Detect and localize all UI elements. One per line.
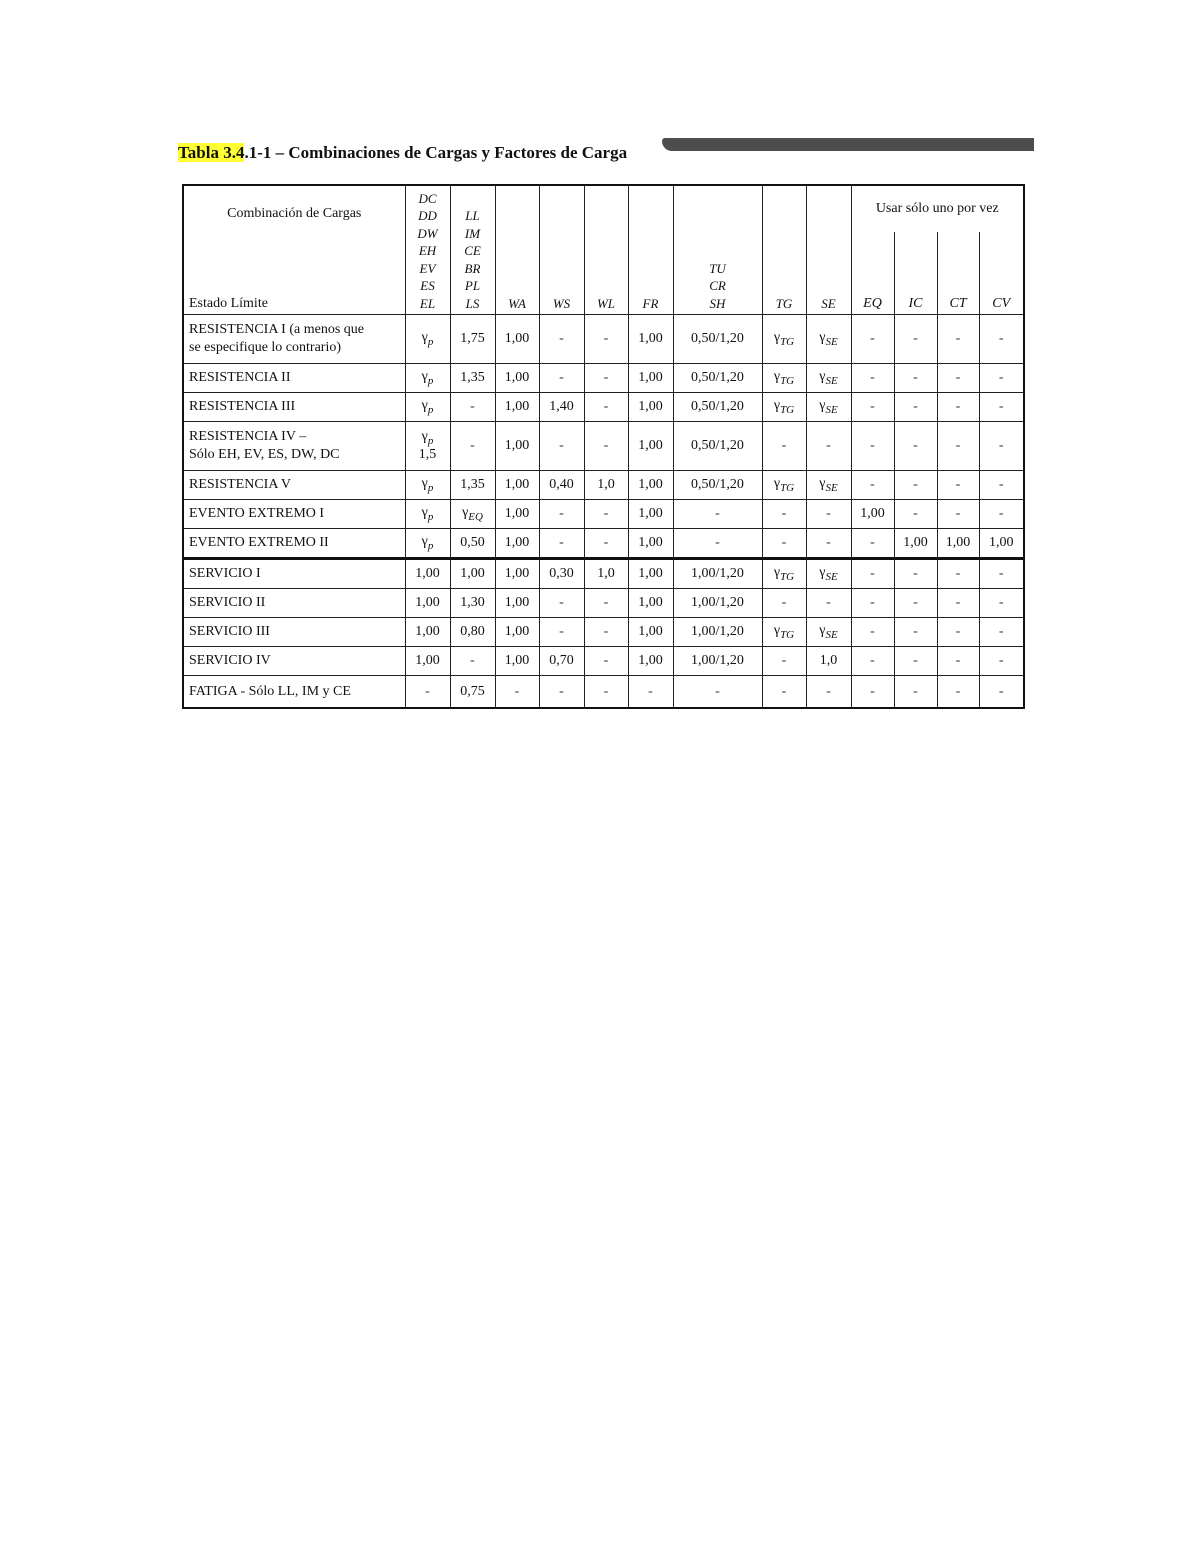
header-ll-4: PL: [464, 278, 481, 293]
table-row: [183, 315, 1024, 364]
cell-tu: 0,50/1,20: [673, 364, 762, 393]
cell-ic: 1,00: [894, 529, 937, 559]
cell-eq: -: [851, 315, 894, 364]
cell-ct: -: [937, 471, 979, 500]
cell-wa: 1,00: [495, 315, 539, 364]
header-ll-1: IM: [464, 225, 481, 241]
cell-wl: -: [584, 315, 628, 364]
cell-ws: -: [539, 618, 584, 647]
cell-fr: 1,00: [628, 315, 673, 364]
table-row: [183, 500, 1024, 529]
cell-tg: -: [762, 500, 806, 529]
cell-cv: -: [979, 315, 1024, 364]
cell-tg: -: [762, 647, 806, 676]
cell-cv: -: [979, 364, 1024, 393]
cell-wl: -: [584, 500, 628, 529]
table-body: [183, 315, 1024, 709]
state-line: EVENTO EXTREMO II: [189, 535, 329, 550]
cell-se: -: [806, 422, 851, 471]
header-dc-6: EL: [419, 295, 436, 311]
header-cv: CV: [979, 232, 1024, 315]
cell-tu: -: [673, 500, 762, 529]
cell-ct: -: [937, 589, 979, 618]
state-cell: [183, 422, 405, 471]
header-tu-0: TU: [709, 260, 726, 276]
cell-wl: -: [584, 393, 628, 422]
cell-ll: $\gamma_{EQ}$: [450, 500, 495, 529]
cell-ic: -: [894, 676, 937, 709]
cell-dc-line: 1,5: [418, 446, 437, 462]
cell-eq: -: [851, 529, 894, 559]
cell-tu: 0,50/1,20: [673, 422, 762, 471]
state-cell: [183, 618, 405, 647]
cell-dc: 1,00: [405, 618, 450, 647]
header-ws: WS: [539, 185, 584, 315]
cell-ll: 0,50: [450, 529, 495, 559]
table-row: [183, 393, 1024, 422]
header-fr: FR: [628, 185, 673, 315]
cell-cv: -: [979, 471, 1024, 500]
cell-wl: -: [584, 589, 628, 618]
cell-wl: -: [584, 647, 628, 676]
cell-fr: -: [628, 676, 673, 709]
cell-ct: -: [937, 559, 979, 589]
header-eq: EQ: [851, 232, 894, 315]
header-tu-1: CR: [709, 278, 726, 293]
state-line: SERVICIO II: [189, 595, 266, 610]
cell-fr: 1,00: [628, 529, 673, 559]
state-line: Sólo EH, EV, ES, DW, DC: [189, 447, 340, 462]
cell-ic: -: [894, 618, 937, 647]
cell-ll: 0,80: [450, 618, 495, 647]
cell-tg: $\gamma_{TG}$: [762, 618, 806, 647]
header-dc-5: ES: [420, 278, 435, 293]
cell-ct: 1,00: [937, 529, 979, 559]
cell-cv: -: [979, 559, 1024, 589]
header-dc-1: DD: [418, 208, 437, 223]
cell-dc-line: $\gamma_p$: [421, 429, 434, 447]
state-cell: [183, 529, 405, 559]
table-row: [183, 676, 1024, 709]
cell-tg: $\gamma_{TG}$: [762, 471, 806, 500]
cell-ll: 0,75: [450, 676, 495, 709]
cell-se: $\gamma_{SE}$: [806, 393, 851, 422]
table-row: [183, 559, 1024, 589]
state-cell: [183, 676, 405, 709]
state-line: RESISTENCIA I (a menos que: [189, 322, 364, 337]
header-ll-5: LS: [465, 295, 480, 311]
cell-fr: 1,00: [628, 589, 673, 618]
header-dc: [405, 185, 450, 315]
cell-wa: 1,00: [495, 618, 539, 647]
header-tg: TG: [762, 185, 806, 315]
header-combination-cell: [183, 185, 405, 315]
state-line: SERVICIO III: [189, 624, 270, 639]
cell-fr: 1,00: [628, 422, 673, 471]
state-line: EVENTO EXTREMO I: [189, 506, 325, 521]
cell-ll: 1,75: [450, 315, 495, 364]
cell-fr: 1,00: [628, 559, 673, 589]
cell-se: $\gamma_{SE}$: [806, 559, 851, 589]
header-combinacion: Combinación de Cargas: [227, 206, 362, 221]
cell-cv: -: [979, 647, 1024, 676]
header-ll-3: BR: [464, 260, 481, 276]
cell-eq: -: [851, 559, 894, 589]
cell-eq: -: [851, 618, 894, 647]
cell-cv: 1,00: [979, 529, 1024, 559]
header-se: SE: [806, 185, 851, 315]
load-combinations-table: [182, 184, 1025, 709]
cell-cv: -: [979, 500, 1024, 529]
cell-tu: 1,00/1,20: [673, 589, 762, 618]
state-line: FATIGA - Sólo LL, IM y CE: [189, 683, 351, 699]
cell-ws: -: [539, 500, 584, 529]
cell-wa: 1,00: [495, 589, 539, 618]
cell-dc: [405, 422, 450, 471]
cell-ll: -: [450, 422, 495, 471]
cell-wl: 1,0: [584, 471, 628, 500]
cell-dc: 1,00: [405, 589, 450, 618]
state-line: se especifique lo contrario): [189, 340, 341, 355]
cell-fr: 1,00: [628, 618, 673, 647]
cell-ll: -: [450, 393, 495, 422]
cell-dc: $\gamma_p$: [405, 529, 450, 559]
cell-fr: 1,00: [628, 471, 673, 500]
cell-ws: -: [539, 315, 584, 364]
cell-ct: -: [937, 618, 979, 647]
cell-eq: -: [851, 364, 894, 393]
cell-ct: -: [937, 315, 979, 364]
cell-dc: $\gamma_p$: [405, 471, 450, 500]
cell-tu: -: [673, 529, 762, 559]
cell-tu: 1,00/1,20: [673, 559, 762, 589]
state-cell: [183, 559, 405, 589]
title-highlight: Tabla 3.4: [178, 143, 245, 162]
cell-ws: 0,40: [539, 471, 584, 500]
cell-tu: 0,50/1,20: [673, 471, 762, 500]
cell-ic: -: [894, 500, 937, 529]
cell-wl: -: [584, 364, 628, 393]
cell-eq: -: [851, 647, 894, 676]
cell-tu: 1,00/1,20: [673, 618, 762, 647]
state-line: RESISTENCIA V: [189, 477, 292, 492]
cell-se: -: [806, 529, 851, 559]
cell-tg: $\gamma_{TG}$: [762, 364, 806, 393]
cell-ll: 1,35: [450, 364, 495, 393]
cell-tu: -: [673, 676, 762, 709]
table-row: [183, 364, 1024, 393]
header-dc-3: EH: [418, 243, 437, 258]
cell-wl: -: [584, 676, 628, 709]
title-rest: .1-1 – Combinaciones de Cargas y Factores de Carga: [244, 143, 628, 162]
cell-ws: 0,30: [539, 559, 584, 589]
cell-fr: 1,00: [628, 500, 673, 529]
header-ll: [450, 185, 495, 315]
cell-tg: $\gamma_{TG}$: [762, 393, 806, 422]
cell-cv: -: [979, 589, 1024, 618]
cell-se: $\gamma_{SE}$: [806, 315, 851, 364]
header-estado: Estado Límite: [189, 296, 268, 311]
cell-se: $\gamma_{SE}$: [806, 618, 851, 647]
cell-fr: 1,00: [628, 364, 673, 393]
cell-eq: 1,00: [851, 500, 894, 529]
header-ll-0: LL: [465, 208, 480, 223]
header-tu-2: SH: [709, 295, 726, 311]
cell-tg: $\gamma_{TG}$: [762, 559, 806, 589]
cell-eq: -: [851, 422, 894, 471]
cell-tg: -: [762, 422, 806, 471]
cell-ws: -: [539, 422, 584, 471]
state-cell: [183, 647, 405, 676]
state-line: RESISTENCIA IV –: [189, 429, 307, 444]
cell-ct: -: [937, 647, 979, 676]
table-row: [183, 529, 1024, 559]
table-title: [178, 143, 627, 163]
cell-ic: -: [894, 315, 937, 364]
cell-ws: 1,40: [539, 393, 584, 422]
cell-dc: $\gamma_p$: [405, 500, 450, 529]
cell-dc: 1,00: [405, 559, 450, 589]
cell-eq: -: [851, 676, 894, 709]
header-dc-2: DW: [417, 225, 438, 241]
header-usar: Usar sólo uno por vez: [851, 185, 1024, 232]
table-row: [183, 422, 1024, 471]
cell-wl: -: [584, 529, 628, 559]
header-wa: WA: [495, 185, 539, 315]
cell-eq: -: [851, 393, 894, 422]
cell-ll: -: [450, 647, 495, 676]
cell-ws: -: [539, 529, 584, 559]
cell-ws: -: [539, 676, 584, 709]
cell-wa: 1,00: [495, 471, 539, 500]
cell-ic: -: [894, 647, 937, 676]
table-row: [183, 589, 1024, 618]
header-tu: [673, 185, 762, 315]
cell-ct: -: [937, 500, 979, 529]
cell-fr: 1,00: [628, 393, 673, 422]
cell-ic: -: [894, 422, 937, 471]
cell-ic: -: [894, 559, 937, 589]
cell-se: $\gamma_{SE}$: [806, 364, 851, 393]
cell-cv: -: [979, 422, 1024, 471]
cell-wa: -: [495, 676, 539, 709]
cell-tu: 1,00/1,20: [673, 647, 762, 676]
header-ct: CT: [937, 232, 979, 315]
header-wl: WL: [584, 185, 628, 315]
cell-ic: -: [894, 589, 937, 618]
cell-tg: -: [762, 529, 806, 559]
cell-dc: 1,00: [405, 647, 450, 676]
cell-wa: 1,00: [495, 364, 539, 393]
cell-ws: -: [539, 589, 584, 618]
cell-cv: -: [979, 618, 1024, 647]
state-cell: [183, 364, 405, 393]
cell-wa: 1,00: [495, 393, 539, 422]
cell-ll: 1,30: [450, 589, 495, 618]
cell-wa: 1,00: [495, 647, 539, 676]
cell-wa: 1,00: [495, 529, 539, 559]
cell-wl: 1,0: [584, 559, 628, 589]
header-dc-4: EV: [419, 260, 436, 276]
state-cell: [183, 393, 405, 422]
header-ll-2: CE: [464, 243, 481, 258]
cell-dc: $\gamma_p$: [405, 393, 450, 422]
cell-se: $\gamma_{SE}$: [806, 471, 851, 500]
header-ic: IC: [894, 232, 937, 315]
header-dc-0: DC: [418, 190, 437, 206]
cell-eq: -: [851, 589, 894, 618]
cell-ws: 0,70: [539, 647, 584, 676]
cell-ct: -: [937, 393, 979, 422]
cell-ic: -: [894, 364, 937, 393]
cell-ic: -: [894, 393, 937, 422]
cell-se: -: [806, 500, 851, 529]
cell-se: -: [806, 676, 851, 709]
state-cell: [183, 471, 405, 500]
cell-tg: -: [762, 589, 806, 618]
cell-wl: -: [584, 618, 628, 647]
cell-tu: 0,50/1,20: [673, 315, 762, 364]
state-line: SERVICIO I: [189, 566, 261, 581]
cell-cv: -: [979, 676, 1024, 709]
cell-wl: -: [584, 422, 628, 471]
cell-tu: 0,50/1,20: [673, 393, 762, 422]
state-line: RESISTENCIA II: [189, 370, 291, 385]
cell-dc: $\gamma_p$: [405, 315, 450, 364]
cell-ll: 1,00: [450, 559, 495, 589]
cell-fr: 1,00: [628, 647, 673, 676]
state-cell: [183, 315, 405, 364]
cell-wa: 1,00: [495, 422, 539, 471]
state-line: SERVICIO IV: [189, 653, 271, 668]
cell-ct: -: [937, 676, 979, 709]
cell-ws: -: [539, 364, 584, 393]
table-row: [183, 618, 1024, 647]
cell-eq: -: [851, 471, 894, 500]
cell-wa: 1,00: [495, 559, 539, 589]
table-row: [183, 647, 1024, 676]
cell-ic: -: [894, 471, 937, 500]
cell-ct: -: [937, 422, 979, 471]
state-line: RESISTENCIA III: [189, 399, 296, 414]
cell-se: -: [806, 589, 851, 618]
state-cell: [183, 500, 405, 529]
table-row: [183, 471, 1024, 500]
cell-tg: -: [762, 676, 806, 709]
top-decorative-bar: [662, 138, 1034, 151]
cell-se: 1,0: [806, 647, 851, 676]
state-cell: [183, 589, 405, 618]
cell-dc: $\gamma_p$: [405, 364, 450, 393]
cell-cv: -: [979, 393, 1024, 422]
cell-ll: 1,35: [450, 471, 495, 500]
cell-wa: 1,00: [495, 500, 539, 529]
cell-dc: -: [405, 676, 450, 709]
cell-ct: -: [937, 364, 979, 393]
cell-tg: $\gamma_{TG}$: [762, 315, 806, 364]
